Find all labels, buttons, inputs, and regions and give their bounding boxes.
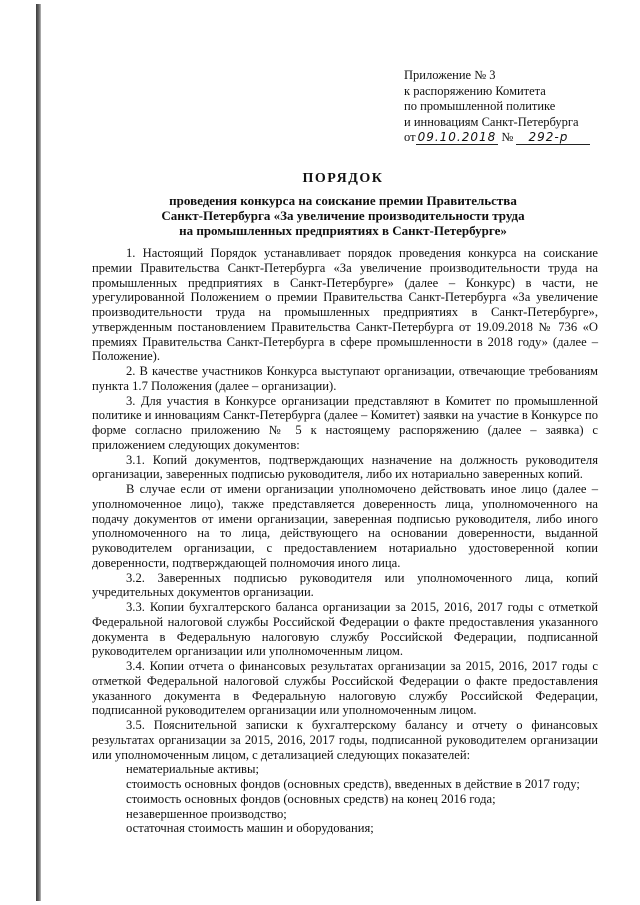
appendix-header — [404, 68, 624, 146]
document-title — [90, 171, 596, 238]
list-item: стоимость основных фондов (основных средств), введенных в действие в 2017 году; — [126, 777, 580, 791]
handwritten-number: 292-р — [516, 130, 590, 145]
appendix-date-line — [404, 130, 624, 146]
list-item: стоимость основных фондов (основных средств) на конец 2016 года; — [126, 791, 496, 806]
title-line-3: на промышленных предприятиях в Санкт-Петербурге» — [179, 223, 507, 238]
document-body — [92, 246, 598, 836]
list-item: нематериальные активы; — [126, 762, 259, 777]
date-prefix: от — [404, 130, 416, 144]
number-prefix: № — [501, 130, 514, 144]
appendix-number: Приложение № 3 — [404, 68, 496, 82]
paragraph-3-1: 3.1. Копий документов, подтверждающих назначение на должность руководителя организации, заверенных подписью руководителя, либо их нотариально заверенных копий. — [92, 452, 598, 482]
paragraph-3-3: 3.3. Копии бухгалтерского баланса организации за 2015, 2016, 2017 годы с отметкой Федеральной налоговой службы Российской Федерации о факте предоставления указанного документа в Федеральную налоговую службу Российской Федерации, подписанной руководителем организации или уполномоченным лицом. — [92, 600, 598, 659]
appendix-committee: по промышленной политике — [404, 99, 556, 113]
list-item: остаточная стоимость машин и оборудования; — [126, 821, 374, 836]
title-main: ПОРЯДОК — [302, 171, 384, 186]
paragraph-3: 3. Для участия в Конкурсе организации представляют в Комитет по промышленной политике и инновациям Санкт-Петербурга (далее – Комитет) заявки на участие в Конкурсе по форме согласно приложению № 5 к настоящему распоряжению (далее – заявка) с приложением следующих документов: — [92, 393, 598, 452]
paragraph-3-2: 3.2. Заверенных подписью руководителя или уполномоченного лица, копий учредительных документов организации. — [92, 570, 598, 600]
appendix-order: к распоряжению Комитета — [404, 83, 546, 98]
paragraph-2: 2. В качестве участников Конкурса выступают организации, отвечающие требованиям пункта 1.7 Положения (далее – организации). — [92, 364, 598, 393]
title-line-1: проведения конкурса на соискание премии Правительства — [169, 193, 517, 208]
title-line-2: Санкт-Петербурга «За увеличение производительности труда — [161, 208, 525, 223]
paragraph-3-4: 3.4. Копии отчета о финансовых результатах организации за 2015, 2016, 2017 годы с отметкой Федеральной налоговой службы Российской Федерации о факте предоставления указанного документа в Федеральную налоговую службу Российской Федерации, подписанной руководителем организации или уполномоченным лицом. — [92, 659, 598, 718]
handwritten-date: 09.10.2018 — [417, 130, 497, 144]
paragraph-3-1-note: В случае если от имени организации уполномочено действовать иное лицо (далее – уполномоченное лицо), также представляется доверенность лица, уполномоченного на подачу документов от имени организации, заверенная подписью руководителя, либо иного уполномоченного на то лица, действующего на основании доверенности, выданной руководителем организации, с предоставлением нотариально удостоверенной копии доверенности, подтверждающей полномочия иного лица. — [92, 482, 598, 570]
list-item: незавершенное производство; — [126, 806, 287, 821]
scan-edge-shadow — [36, 4, 41, 901]
appendix-committee-2: и инновациям Санкт-Петербурга — [404, 114, 579, 129]
paragraph-3-5: 3.5. Пояснительной записки к бухгалтерскому балансу и отчету о финансовых результатах организации за 2015, 2016, 2017 годы, подписанной руководителем организации или уполномоченным лицом, с детализацией следующих показателей: — [92, 718, 598, 762]
paragraph-1: 1. Настоящий Порядок устанавливает порядок проведения конкурса на соискание премии Правительства Санкт-Петербурга «За увеличение производительности труда на промышленных предприятиях в Санкт-Петербурге» (далее – Конкурс) в части, не урегулированной Положением о премии Правительства Санкт-Петербурга «За увеличение производительности труда на промышленных предприятиях в Санкт-Петербурге», утвержденным постановлением Правительства Санкт-Петербурга от 19.09.2018 № 736 «О премиях Правительства Санкт-Петербурга в сфере промышленности в 2018 году» (далее – Положение). — [92, 246, 598, 364]
